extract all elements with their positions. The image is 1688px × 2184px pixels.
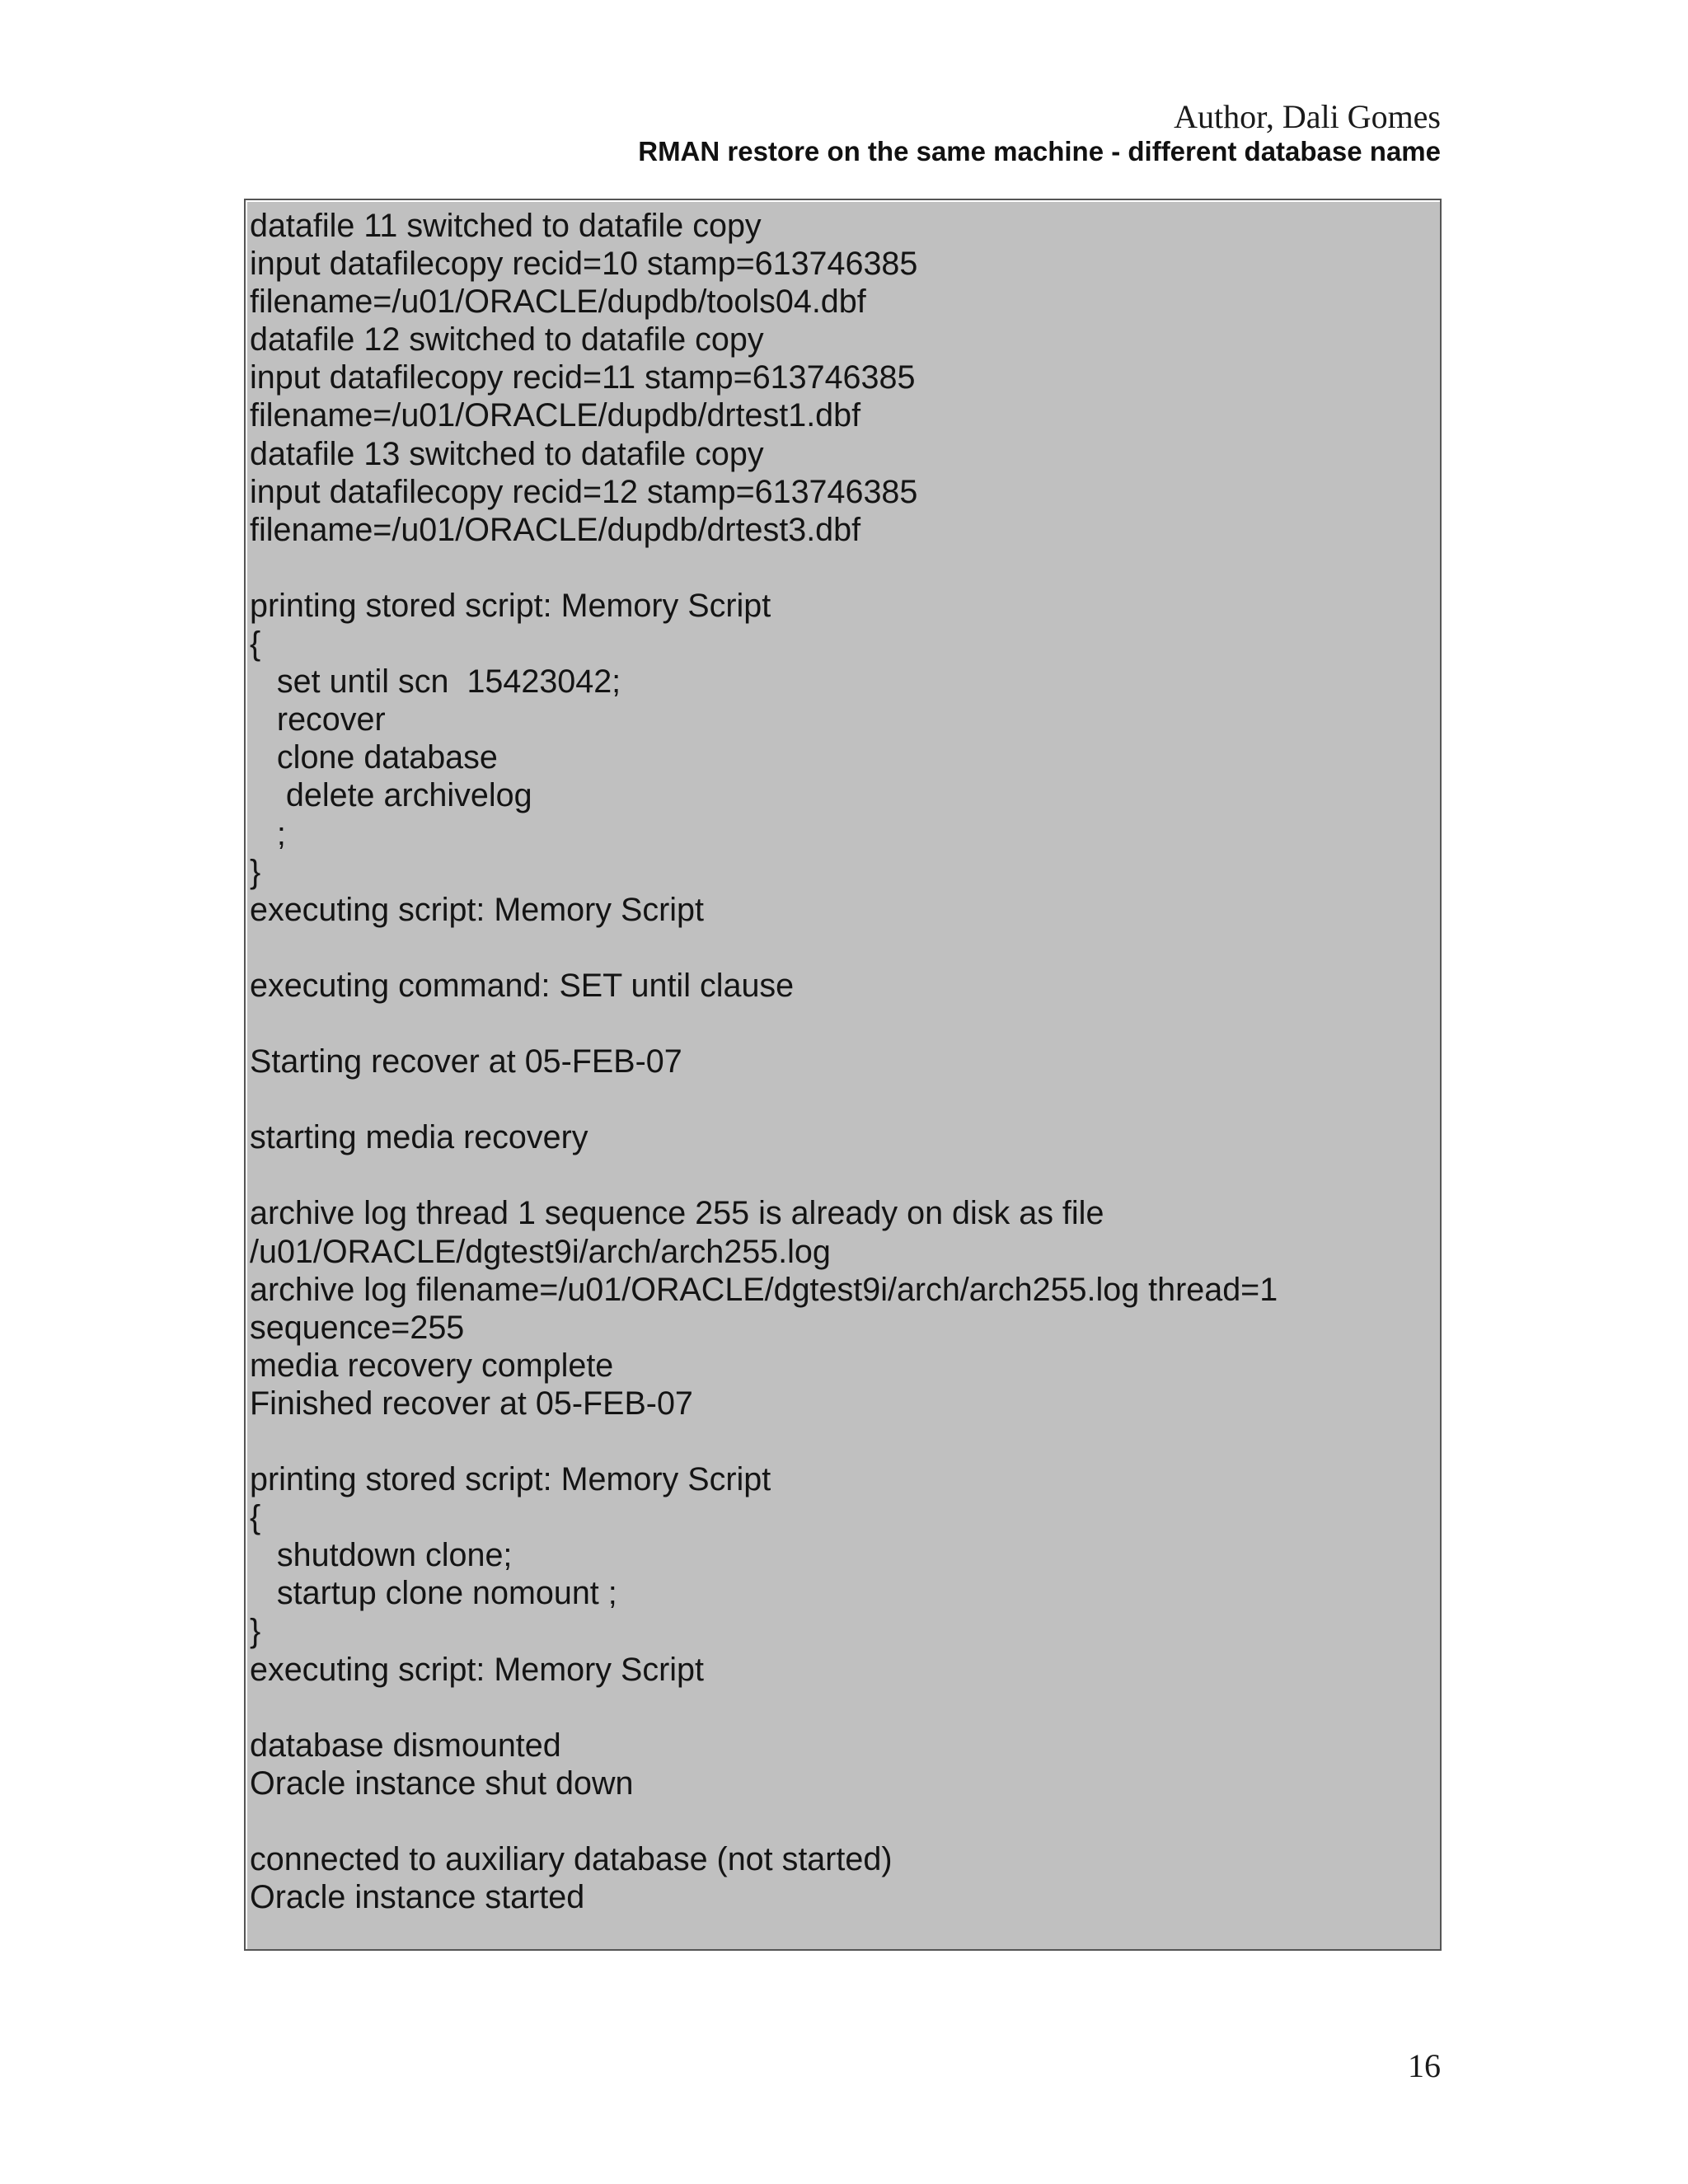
code-line: datafile 13 switched to datafile copy: [250, 435, 764, 472]
code-line: /u01/ORACLE/dgtest9i/arch/arch255.log: [250, 1233, 831, 1270]
header-document-title: RMAN restore on the same machine - different database name: [638, 136, 1441, 166]
code-line: executing script: Memory Script: [250, 891, 704, 928]
code-line: printing stored script: Memory Script: [250, 587, 771, 624]
code-line: input datafilecopy recid=12 stamp=613746385: [250, 473, 918, 510]
code-line: connected to auxiliary database (not started): [250, 1841, 893, 1878]
code-line: input datafilecopy recid=10 stamp=613746385: [250, 246, 918, 283]
code-line: [250, 1422, 1278, 1460]
code-line: {: [250, 626, 261, 663]
code-line: executing script: Memory Script: [250, 1651, 704, 1688]
code-line: [250, 929, 1278, 967]
code-line: set until scn 15423042;: [250, 663, 621, 701]
code-line: filename=/u01/ORACLE/dupdb/drtest3.dbf: [250, 511, 861, 548]
code-line: [250, 1689, 1278, 1727]
code-line: media recovery complete: [250, 1347, 614, 1384]
code-output-box: [244, 199, 1442, 1951]
code-line: [250, 1080, 1278, 1118]
code-line: datafile 12 switched to datafile copy: [250, 321, 764, 359]
code-line: delete archivelog: [250, 777, 532, 814]
code-line: input datafilecopy recid=11 stamp=613746385: [250, 359, 916, 396]
code-line: [250, 1156, 1278, 1194]
code-line: Finished recover at 05-FEB-07: [250, 1385, 693, 1422]
code-line: datafile 11 switched to datafile copy: [250, 208, 762, 244]
page-number: 16: [1408, 2047, 1441, 2084]
code-line: recover: [250, 701, 386, 738]
code-line: archive log filename=/u01/ORACLE/dgtest9i/arch/arch255.log thread=1: [250, 1271, 1278, 1308]
code-line: }: [250, 853, 261, 890]
code-line: }: [250, 1613, 261, 1650]
code-line: filename=/u01/ORACLE/dupdb/tools04.dbf: [250, 284, 866, 321]
code-line: starting media recovery: [250, 1119, 588, 1156]
code-line: ;: [250, 815, 286, 852]
code-line: archive log thread 1 sequence 255 is already on disk as file: [250, 1195, 1104, 1232]
code-line: Oracle instance shut down: [250, 1765, 634, 1802]
code-line: shutdown clone;: [250, 1537, 513, 1574]
code-line: Starting recover at 05-FEB-07: [250, 1043, 682, 1080]
code-line: clone database: [250, 739, 498, 776]
code-line: executing command: SET until clause: [250, 967, 795, 1004]
code-line: [250, 549, 1278, 587]
code-line: startup clone nomount ;: [250, 1575, 617, 1612]
code-line: filename=/u01/ORACLE/dupdb/drtest1.dbf: [250, 397, 861, 434]
code-line: Oracle instance started: [250, 1879, 585, 1916]
code-line: printing stored script: Memory Script: [250, 1461, 771, 1498]
header-author: Author, Dali Gomes: [1174, 98, 1441, 135]
code-line: {: [250, 1499, 261, 1536]
code-line: [250, 1005, 1278, 1043]
code-line: [250, 1802, 1278, 1840]
code-line: sequence=255: [250, 1309, 465, 1346]
code-lines: [250, 207, 1278, 1916]
code-line: database dismounted: [250, 1727, 561, 1764]
